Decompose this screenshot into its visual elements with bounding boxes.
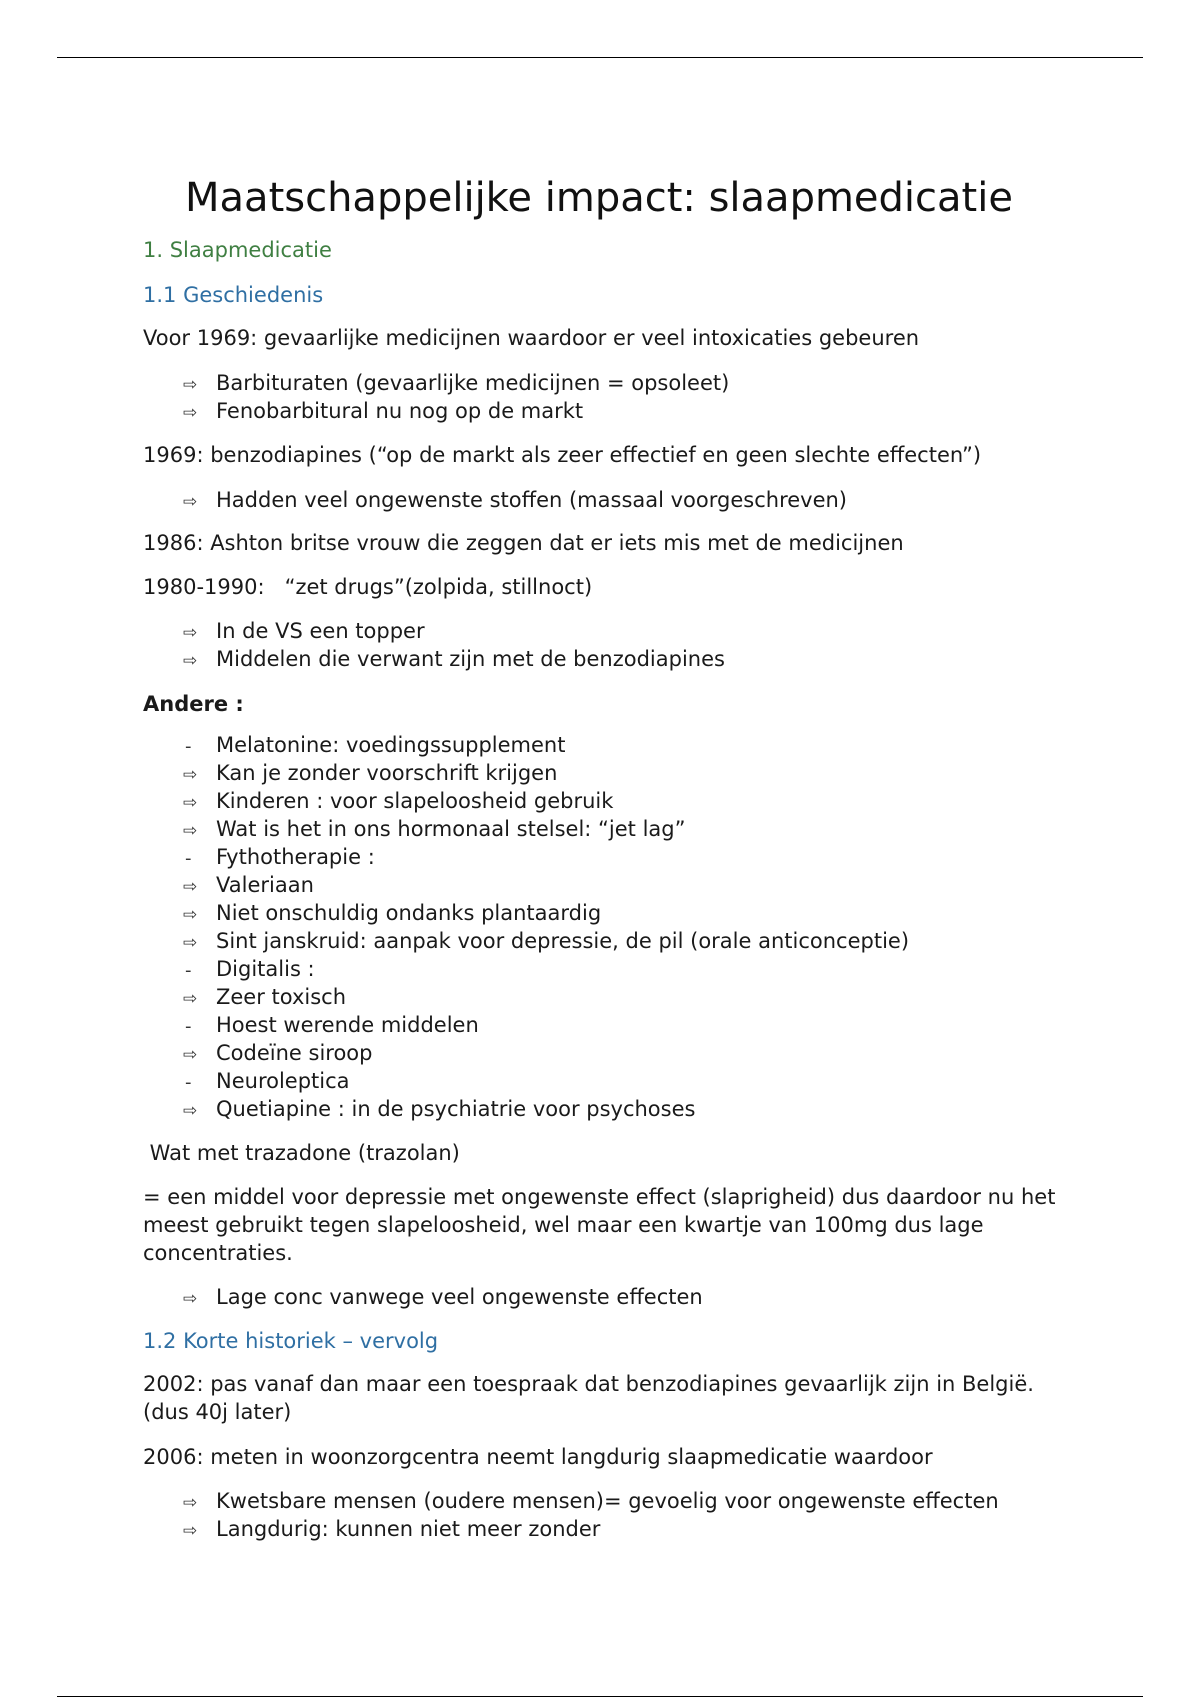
list-item: ⇨ Langdurig: kunnen niet meer zonder — [183, 1515, 600, 1545]
arrow-bullet-icon: ⇨ — [183, 905, 198, 925]
list-item: ⇨ Sint janskruid: aanpak voor depressie, de pil (orale anticonceptie) — [183, 927, 909, 957]
list-item: ⇨ Hadden veel ongewenste stoffen (massaal voorgeschreven) — [183, 486, 847, 516]
arrow-bullet-icon: ⇨ — [183, 989, 198, 1009]
page-title: Maatschappelijke impact: slaapmedicatie — [185, 175, 1013, 221]
arrow-bullet-icon: ⇨ — [183, 492, 198, 512]
list-item: ⇨ Niet onschuldig ondanks plantaardig — [183, 899, 601, 929]
dash-bullet-icon: - — [185, 736, 192, 757]
arrow-bullet-icon: ⇨ — [183, 1493, 198, 1513]
list-item: ⇨ Lage conc vanwege veel ongewenste effecten — [183, 1283, 703, 1313]
paragraph-middel: = een middel voor depressie met ongewenste effect (slaprigheid) dus daardoor nu het meest gebruikt tegen slapeloosheid, wel maar een kwartje van 100mg dus lage concentraties. — [143, 1185, 1056, 1265]
arrow-bullet-icon: ⇨ — [183, 765, 198, 785]
arrow-bullet-icon: ⇨ — [183, 375, 198, 395]
list-item: ⇨ Codeïne siroop — [183, 1039, 372, 1069]
dash-bullet-icon: - — [185, 1016, 192, 1037]
list-item: ⇨ Wat is het in ons hormonaal stelsel: “jet lag” — [183, 815, 686, 845]
list-item: - Digitalis : — [183, 955, 315, 985]
arrow-bullet-icon: ⇨ — [183, 1521, 198, 1541]
heading-geschiedenis: 1.1 Geschiedenis — [143, 283, 324, 307]
arrow-bullet-icon: ⇨ — [183, 651, 198, 671]
list-item: ⇨ Valeriaan — [183, 871, 314, 901]
dash-bullet-icon: - — [185, 960, 192, 981]
arrow-bullet-icon: ⇨ — [183, 1289, 198, 1309]
footer-rule — [57, 1696, 1143, 1697]
list-item: - Neuroleptica — [183, 1067, 350, 1097]
paragraph-2002: 2002: pas vanaf dan maar een toespraak dat benzodiapines gevaarlijk zijn in België. (dus 40j later) — [143, 1372, 1034, 1424]
dash-bullet-icon: - — [185, 848, 192, 869]
header-rule — [57, 57, 1143, 58]
arrow-bullet-icon: ⇨ — [183, 623, 198, 643]
paragraph-1986: 1986: Ashton britse vrouw die zeggen dat er iets mis met de medicijnen — [143, 531, 904, 555]
paragraph-1969: 1969: benzodiapines (“op de markt als zeer effectief en geen slechte effecten”) — [143, 443, 982, 467]
paragraph-2006: 2006: meten in woonzorgcentra neemt langdurig slaapmedicatie waardoor — [143, 1445, 933, 1469]
paragraph-trazadone: Wat met trazadone (trazolan) — [143, 1141, 460, 1165]
list-item: ⇨ Quetiapine : in de psychiatrie voor psychoses — [183, 1095, 695, 1125]
arrow-bullet-icon: ⇨ — [183, 821, 198, 841]
paragraph-1980-1990: 1980-1990: “zet drugs”(zolpida, stillnoct) — [143, 575, 593, 599]
list-item: ⇨ Fenobarbitural nu nog op de markt — [183, 397, 583, 427]
list-item: ⇨ Kwetsbare mensen (oudere mensen)= gevoelig voor ongewenste effecten — [183, 1487, 999, 1517]
list-item: ⇨ Kan je zonder voorschrift krijgen — [183, 759, 557, 789]
list-item: - Melatonine: voedingssupplement — [183, 731, 565, 761]
heading-korte-historiek: 1.2 Korte historiek – vervolg — [143, 1329, 439, 1353]
list-item: - Hoest werende middelen — [183, 1011, 479, 1041]
heading-slaapmedicatie: 1. Slaapmedicatie — [143, 238, 332, 262]
paragraph-voor-1969: Voor 1969: gevaarlijke medicijnen waardoor er veel intoxicaties gebeuren — [143, 326, 920, 350]
arrow-bullet-icon: ⇨ — [183, 403, 198, 423]
arrow-bullet-icon: ⇨ — [183, 1045, 198, 1065]
heading-andere: Andere : — [143, 692, 244, 716]
arrow-bullet-icon: ⇨ — [183, 793, 198, 813]
list-item: ⇨ Barbituraten (gevaarlijke medicijnen = opsoleet) — [183, 369, 729, 399]
arrow-bullet-icon: ⇨ — [183, 877, 198, 897]
list-item: ⇨ In de VS een topper — [183, 617, 425, 647]
list-item: ⇨ Middelen die verwant zijn met de benzodiapines — [183, 645, 725, 675]
arrow-bullet-icon: ⇨ — [183, 1101, 198, 1121]
arrow-bullet-icon: ⇨ — [183, 933, 198, 953]
list-item: ⇨ Kinderen : voor slapeloosheid gebruik — [183, 787, 613, 817]
list-item: - Fythotherapie : — [183, 843, 375, 873]
dash-bullet-icon: - — [185, 1072, 192, 1093]
list-item: ⇨ Zeer toxisch — [183, 983, 346, 1013]
